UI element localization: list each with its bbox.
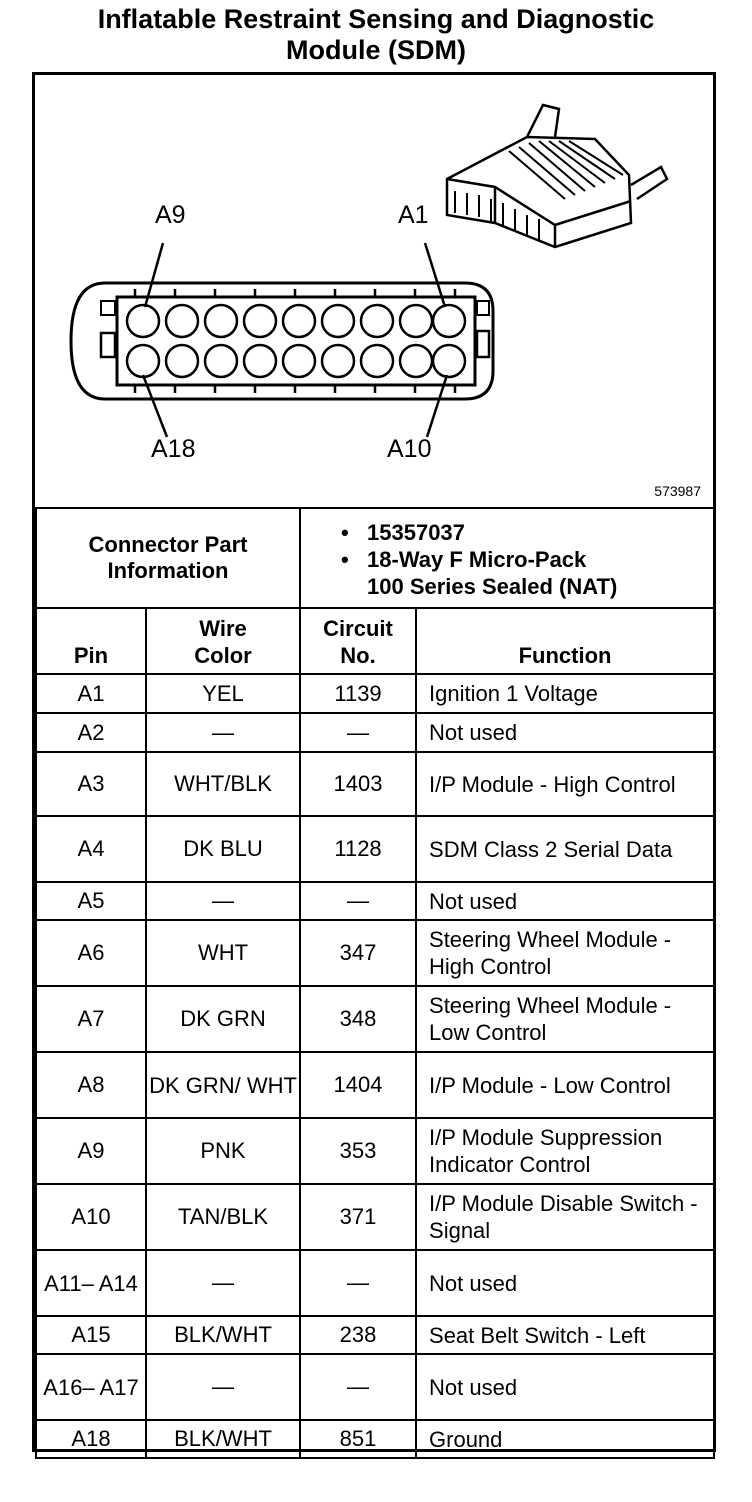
circuit-cell: 1404 bbox=[300, 1052, 416, 1118]
table-header-row bbox=[36, 608, 714, 674]
function-cell: Not used bbox=[416, 882, 714, 920]
wire-color-cell: — bbox=[146, 882, 300, 920]
circuit-cell: 1403 bbox=[300, 752, 416, 816]
circuit-cell: — bbox=[300, 1354, 416, 1420]
connector-part-info-list bbox=[300, 508, 714, 608]
circuit-cell: 1139 bbox=[300, 674, 416, 713]
pin-cell: A8 bbox=[36, 1052, 146, 1118]
wire-color-cell: DK GRN/ WHT bbox=[146, 1052, 300, 1118]
pin-cell: A2 bbox=[36, 713, 146, 752]
circuit-cell: 347 bbox=[300, 920, 416, 986]
circuit-cell: 1128 bbox=[300, 816, 416, 882]
connector-part-info-row bbox=[36, 508, 714, 608]
page-title bbox=[0, 4, 752, 66]
pin-cell: A6 bbox=[36, 920, 146, 986]
connector-frame bbox=[32, 72, 716, 1452]
connector-diagram bbox=[35, 75, 713, 507]
function-cell: I/P Module Disable Switch - Signal bbox=[416, 1184, 714, 1250]
wire-color-cell: DK GRN bbox=[146, 986, 300, 1052]
header-wire-color: Wire Color bbox=[146, 608, 300, 674]
circuit-cell: — bbox=[300, 882, 416, 920]
connector-3d-sketch bbox=[447, 105, 667, 247]
pin-cell: A18 bbox=[36, 1420, 146, 1458]
right-key bbox=[477, 331, 489, 357]
right-latch-top bbox=[477, 301, 489, 315]
circuit-cell: — bbox=[300, 1250, 416, 1316]
table-row bbox=[36, 674, 714, 713]
table-row bbox=[36, 1420, 714, 1458]
wire-color-cell: TAN/BLK bbox=[146, 1184, 300, 1250]
figure-number: 573987 bbox=[654, 483, 701, 499]
table-row bbox=[36, 1184, 714, 1250]
connector-part-info-label: Connector Part Information bbox=[36, 508, 300, 608]
table-row bbox=[36, 752, 714, 816]
pin-label-a10: A10 bbox=[387, 435, 432, 463]
wire-color-cell: BLK/WHT bbox=[146, 1316, 300, 1354]
table-row bbox=[36, 882, 714, 920]
leader-lines bbox=[143, 243, 447, 437]
pin-cell: A7 bbox=[36, 986, 146, 1052]
circuit-cell: 348 bbox=[300, 986, 416, 1052]
pin-row-top bbox=[127, 305, 465, 337]
wire-color-cell: WHT/BLK bbox=[146, 752, 300, 816]
wire-color-cell: BLK/WHT bbox=[146, 1420, 300, 1458]
function-cell: Ground bbox=[416, 1420, 714, 1458]
header-pin: Pin bbox=[36, 608, 146, 674]
wire-color-cell: — bbox=[146, 713, 300, 752]
circuit-cell: 371 bbox=[300, 1184, 416, 1250]
wire-color-cell: YEL bbox=[146, 674, 300, 713]
table-row bbox=[36, 986, 714, 1052]
connector-face-drawing bbox=[35, 75, 713, 507]
pin-label-a18: A18 bbox=[151, 435, 196, 463]
connector-pin-table bbox=[35, 507, 715, 1459]
wire-color-cell: — bbox=[146, 1250, 300, 1316]
title-line-2: Module (SDM) bbox=[286, 35, 466, 65]
function-cell: Steering Wheel Module - High Control bbox=[416, 920, 714, 986]
pin-label-a9: A9 bbox=[155, 201, 186, 229]
circuit-cell: — bbox=[300, 713, 416, 752]
pin-cell: A16– A17 bbox=[36, 1354, 146, 1420]
function-cell: Seat Belt Switch - Left bbox=[416, 1316, 714, 1354]
table-row bbox=[36, 1250, 714, 1316]
function-cell: I/P Module - High Control bbox=[416, 752, 714, 816]
connector-housing bbox=[71, 283, 493, 399]
title-line-1: Inflatable Restraint Sensing and Diagnostic bbox=[97, 4, 655, 34]
wire-color-cell: DK BLU bbox=[146, 816, 300, 882]
pin-cell: A3 bbox=[36, 752, 146, 816]
wire-color-cell: — bbox=[146, 1354, 300, 1420]
wire-color-cell: PNK bbox=[146, 1118, 300, 1184]
left-key bbox=[101, 333, 115, 357]
table-row bbox=[36, 1118, 714, 1184]
wire-color-cell: WHT bbox=[146, 920, 300, 986]
connector-part-number: • 15357037 bbox=[337, 519, 713, 546]
table-row bbox=[36, 816, 714, 882]
function-cell: Not used bbox=[416, 1250, 714, 1316]
function-cell: Not used bbox=[416, 713, 714, 752]
left-latch-top bbox=[101, 301, 115, 315]
header-circuit-no: Circuit No. bbox=[300, 608, 416, 674]
table-row bbox=[36, 920, 714, 986]
function-cell: Not used bbox=[416, 1354, 714, 1420]
pin-cell: A1 bbox=[36, 674, 146, 713]
function-cell: SDM Class 2 Serial Data bbox=[416, 816, 714, 882]
table-row bbox=[36, 713, 714, 752]
pin-cell: A4 bbox=[36, 816, 146, 882]
table-row bbox=[36, 1052, 714, 1118]
circuit-cell: 238 bbox=[300, 1316, 416, 1354]
circuit-cell: 851 bbox=[300, 1420, 416, 1458]
function-cell: I/P Module - Low Control bbox=[416, 1052, 714, 1118]
pin-label-a1: A1 bbox=[398, 201, 429, 229]
function-cell: Ignition 1 Voltage bbox=[416, 674, 714, 713]
pin-cell: A15 bbox=[36, 1316, 146, 1354]
header-function: Function bbox=[416, 608, 714, 674]
pin-row-bottom bbox=[127, 345, 465, 377]
function-cell: Steering Wheel Module - Low Control bbox=[416, 986, 714, 1052]
circuit-cell: 353 bbox=[300, 1118, 416, 1184]
table-row bbox=[36, 1316, 714, 1354]
connector-type: • 18-Way F Micro-Pack 100 Series Sealed (NAT) bbox=[337, 546, 713, 600]
pin-cell: A11– A14 bbox=[36, 1250, 146, 1316]
pin-cell: A9 bbox=[36, 1118, 146, 1184]
pin-cell: A10 bbox=[36, 1184, 146, 1250]
function-cell: I/P Module Suppression Indicator Control bbox=[416, 1118, 714, 1184]
pin-cell: A5 bbox=[36, 882, 146, 920]
table-row bbox=[36, 1354, 714, 1420]
